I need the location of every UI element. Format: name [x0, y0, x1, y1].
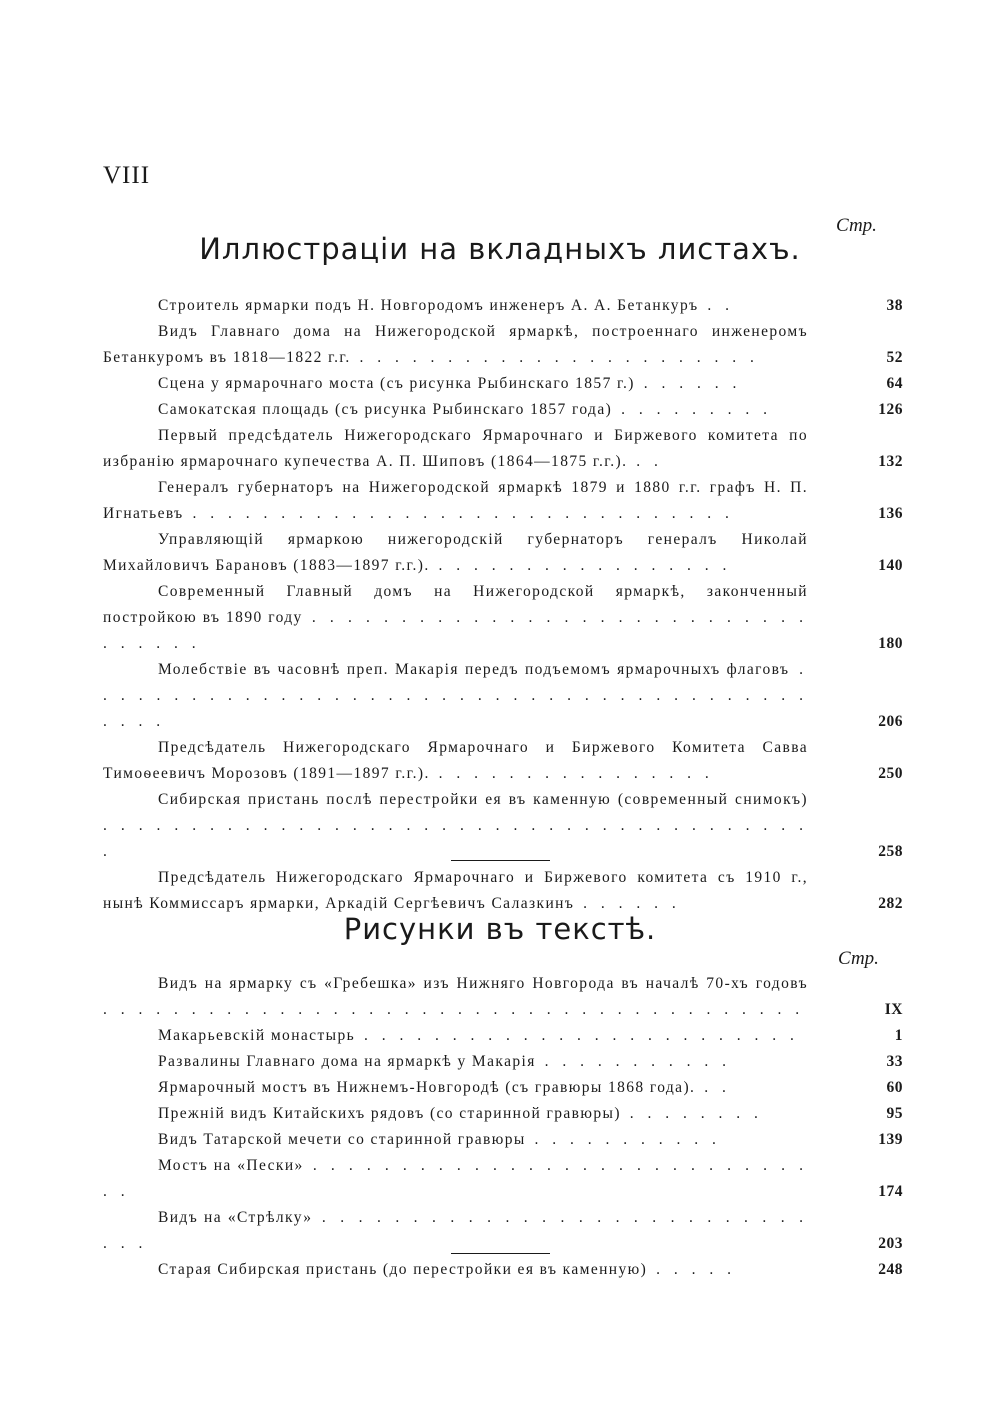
page-column-label: Стр. — [838, 948, 879, 969]
entry-title: Самокатская площадь (съ рисунка Рыбинскаго 1857 года) — [158, 401, 613, 418]
entry-page: 140 — [878, 557, 903, 574]
entry-title: Мостъ на «Пески» — [158, 1157, 304, 1174]
toc-entry[interactable]: Строитель ярмарки подъ Н. Новгородомъ инженеръ А. А. Бетанкуръ . . 38 — [103, 293, 903, 319]
drawings-section-title: Рисунки въ текстѣ. — [343, 912, 657, 946]
toc-entry[interactable]: Видъ Татарской мечети со старинной гравюры . . . . . . . . . . . 139 — [103, 1127, 903, 1153]
toc-entry[interactable]: Генералъ губернаторъ на Нижегородской ярмаркѣ 1879 и 1880 г.г. графъ Н. П. Игнатьевъ . . . . . . . . . . . . . . . . . . . . . . . . . . . . . . . 136 — [103, 475, 903, 527]
entry-page: 258 — [878, 843, 903, 860]
entry-title: Сцена у ярмарочнаго моста (съ рисунка Рыбинскаго 1857 г.) — [158, 375, 635, 392]
entry-title: Видъ на «Стрѣлку» — [158, 1209, 313, 1226]
entry-page: 282 — [878, 895, 903, 912]
entry-page: 1 — [894, 1027, 903, 1044]
toc-entry[interactable]: Предсѣдатель Нижегородскаго Ярмарочнаго и Биржевого комитета съ 1910 г., нынѣ Коммиссаръ ярмарки, Аркадій Сергѣевичъ Салазкинъ . . . . . . 282 — [103, 865, 903, 917]
entry-page: 248 — [878, 1261, 903, 1278]
entry-title: Видъ на ярмарку съ «Гребешка» изъ Нижняго Новгорода въ началѣ 70-хъ годовъ — [158, 975, 808, 992]
toc-entry[interactable]: Макарьевскій монастырь . . . . . . . . . . . . . . . . . . . . . . . . . 1 — [103, 1023, 903, 1049]
section-divider — [451, 860, 550, 861]
toc-entry[interactable]: Ярмарочный мостъ въ Нижнемъ-Новгородѣ (съ гравюры 1868 года). . . 60 — [103, 1075, 903, 1101]
toc-entry[interactable]: Мостъ на «Пески» . . . . . . . . . . . . . . . . . . . . . . . . . . . . . . 174 — [103, 1153, 903, 1205]
illustrations-section-title: Иллюстраціи на вкладныхъ листахъ. — [199, 232, 801, 266]
toc-entry[interactable]: Молебствіе въ часовнѣ преп. Макарія передъ подъемомъ ярмарочныхъ флаговъ . . . . . . . . . . . . . . . . . . . . . . . . . . . . . . . . . . . . . . . . . . . . . 206 — [103, 657, 903, 735]
toc-entry[interactable]: Развалины Главнаго дома на ярмаркѣ у Макарія . . . . . . . . . . . 33 — [103, 1049, 903, 1075]
toc-entry[interactable]: Сцена у ярмарочнаго моста (съ рисунка Рыбинскаго 1857 г.) . . . . . . 64 — [103, 371, 903, 397]
section-divider — [451, 1253, 550, 1254]
entry-page: 174 — [878, 1183, 903, 1200]
entry-page: 250 — [878, 765, 903, 782]
illustrations-list — [103, 293, 903, 917]
page-number: VIII — [103, 162, 151, 189]
entry-title: Предсѣдатель Нижегородскаго Ярмарочнаго и Биржевого комитета съ 1910 г., нынѣ Коммиссаръ ярмарки, Аркадій Сергѣевичъ Салазкинъ — [103, 869, 814, 912]
toc-entry[interactable]: Первый предсѣдатель Нижегородскаго Ярмарочнаго и Биржевого комитета по избранію ярмарочнаго купечества А. П. Шиповъ (1864—1875 г.г.). . . 132 — [103, 423, 903, 475]
entry-title: Прежній видъ Китайскихъ рядовъ (со старинной гравюры) — [158, 1105, 621, 1122]
entry-title: Макарьевскій монастырь — [158, 1027, 356, 1044]
drawings-list — [103, 971, 903, 1283]
entry-page: 136 — [878, 505, 903, 522]
entry-page: 203 — [878, 1235, 903, 1252]
entry-page: 132 — [878, 453, 903, 470]
entry-title: Ярмарочный мостъ въ Нижнемъ-Новгородѣ (съ гравюры 1868 года). — [158, 1079, 696, 1096]
toc-entry[interactable]: Видъ Главнаго дома на Нижегородской ярмаркѣ, построеннаго инженеромъ Бетанкуромъ въ 1818—1822 г.г. . . . . . . . . . . . . . . . . . . . . . . . 52 — [103, 319, 903, 371]
toc-entry[interactable]: Управляющій ярмаркою нижегородскій губернаторъ генералъ Николай Михайловичъ Барановъ (1883—1897 г.г.). . . . . . . . . . . . . . . . . . 140 — [103, 527, 903, 579]
entry-title: Старая Сибирская пристань (до перестройки ея въ каменную) — [158, 1261, 648, 1278]
entry-page: 64 — [886, 375, 903, 392]
toc-entry[interactable]: Предсѣдатель Нижегородскаго Ярмарочнаго и Биржевого Комитета Савва Тимоѳеевичъ Морозовъ (1891—1897 г.г.). . . . . . . . . . . . . . . . . 250 — [103, 735, 903, 787]
toc-entry[interactable]: Самокатская площадь (съ рисунка Рыбинскаго 1857 года) . . . . . . . . . 126 — [103, 397, 903, 423]
entry-page: 206 — [878, 713, 903, 730]
entry-page: 33 — [886, 1053, 903, 1070]
entry-title: Развалины Главнаго дома на ярмаркѣ у Макарія — [158, 1053, 536, 1070]
entry-page: 95 — [886, 1105, 903, 1122]
entry-page: 139 — [878, 1131, 903, 1148]
toc-entry[interactable]: Видъ на ярмарку съ «Гребешка» изъ Нижняго Новгорода въ началѣ 70-хъ годовъ . . . . . . . . . . . . . . . . . . . . . . . . . . . . . . . . . . . . . . . . IX — [103, 971, 903, 1023]
entry-title: Современный Главный домъ на Нижегородской ярмаркѣ, законченный постройкою въ 1890 году — [103, 583, 814, 626]
entry-page: 52 — [886, 349, 903, 366]
entry-page: 180 — [878, 635, 903, 652]
toc-entry[interactable]: Прежній видъ Китайскихъ рядовъ (со старинной гравюры) . . . . . . . . 95 — [103, 1101, 903, 1127]
entry-title: Генералъ губернаторъ на Нижегородской ярмаркѣ 1879 и 1880 г.г. графъ Н. П. Игнатьевъ — [103, 479, 814, 522]
entry-title: Сибирская пристань послѣ перестройки ея въ каменную (современный снимокъ) — [158, 791, 808, 808]
toc-entry[interactable]: Старая Сибирская пристань (до перестройки ея въ каменную) . . . . . 248 — [103, 1257, 903, 1283]
entry-title: Управляющій ярмаркою нижегородскій губернаторъ генералъ Николай Михайловичъ Барановъ (1883—1897 г.г.). — [103, 531, 814, 574]
entry-page: 38 — [886, 297, 903, 314]
entry-page: 60 — [886, 1079, 903, 1096]
entry-page: IX — [884, 1001, 903, 1018]
entry-title: Видъ Главнаго дома на Нижегородской ярмаркѣ, построеннаго инженеромъ Бетанкуромъ въ 1818—1822 г.г. — [103, 323, 814, 366]
toc-entry[interactable]: Современный Главный домъ на Нижегородской ярмаркѣ, законченный постройкою въ 1890 году . . . . . . . . . . . . . . . . . . . . . . . . . . . . . . . . . . 180 — [103, 579, 903, 657]
entry-title: Первый предсѣдатель Нижегородскаго Ярмарочнаго и Биржевого комитета по избранію ярмарочнаго купечества А. П. Шиповъ (1864—1875 г.г.). — [103, 427, 814, 470]
entry-page: 126 — [878, 401, 903, 418]
entry-title: Предсѣдатель Нижегородскаго Ярмарочнаго и Биржевого Комитета Савва Тимоѳеевичъ Морозовъ (1891—1897 г.г.). — [103, 739, 814, 782]
entry-title: Видъ Татарской мечети со старинной гравюры — [158, 1131, 526, 1148]
page-column-label: Стр. — [836, 215, 877, 236]
toc-entry[interactable]: Видъ на «Стрѣлку» . . . . . . . . . . . . . . . . . . . . . . . . . . . . . . 203 — [103, 1205, 903, 1257]
entry-title: Строитель ярмарки подъ Н. Новгородомъ инженеръ А. А. Бетанкуръ — [158, 297, 699, 314]
toc-entry[interactable]: Сибирская пристань послѣ перестройки ея въ каменную (современный снимокъ) . . . . . . . . . . . . . . . . . . . . . . . . . . . . . . . . . . . . . . . . . 258 — [103, 787, 903, 865]
entry-title: Молебствіе въ часовнѣ преп. Макарія передъ подъемомъ ярмарочныхъ флаговъ — [158, 661, 790, 678]
